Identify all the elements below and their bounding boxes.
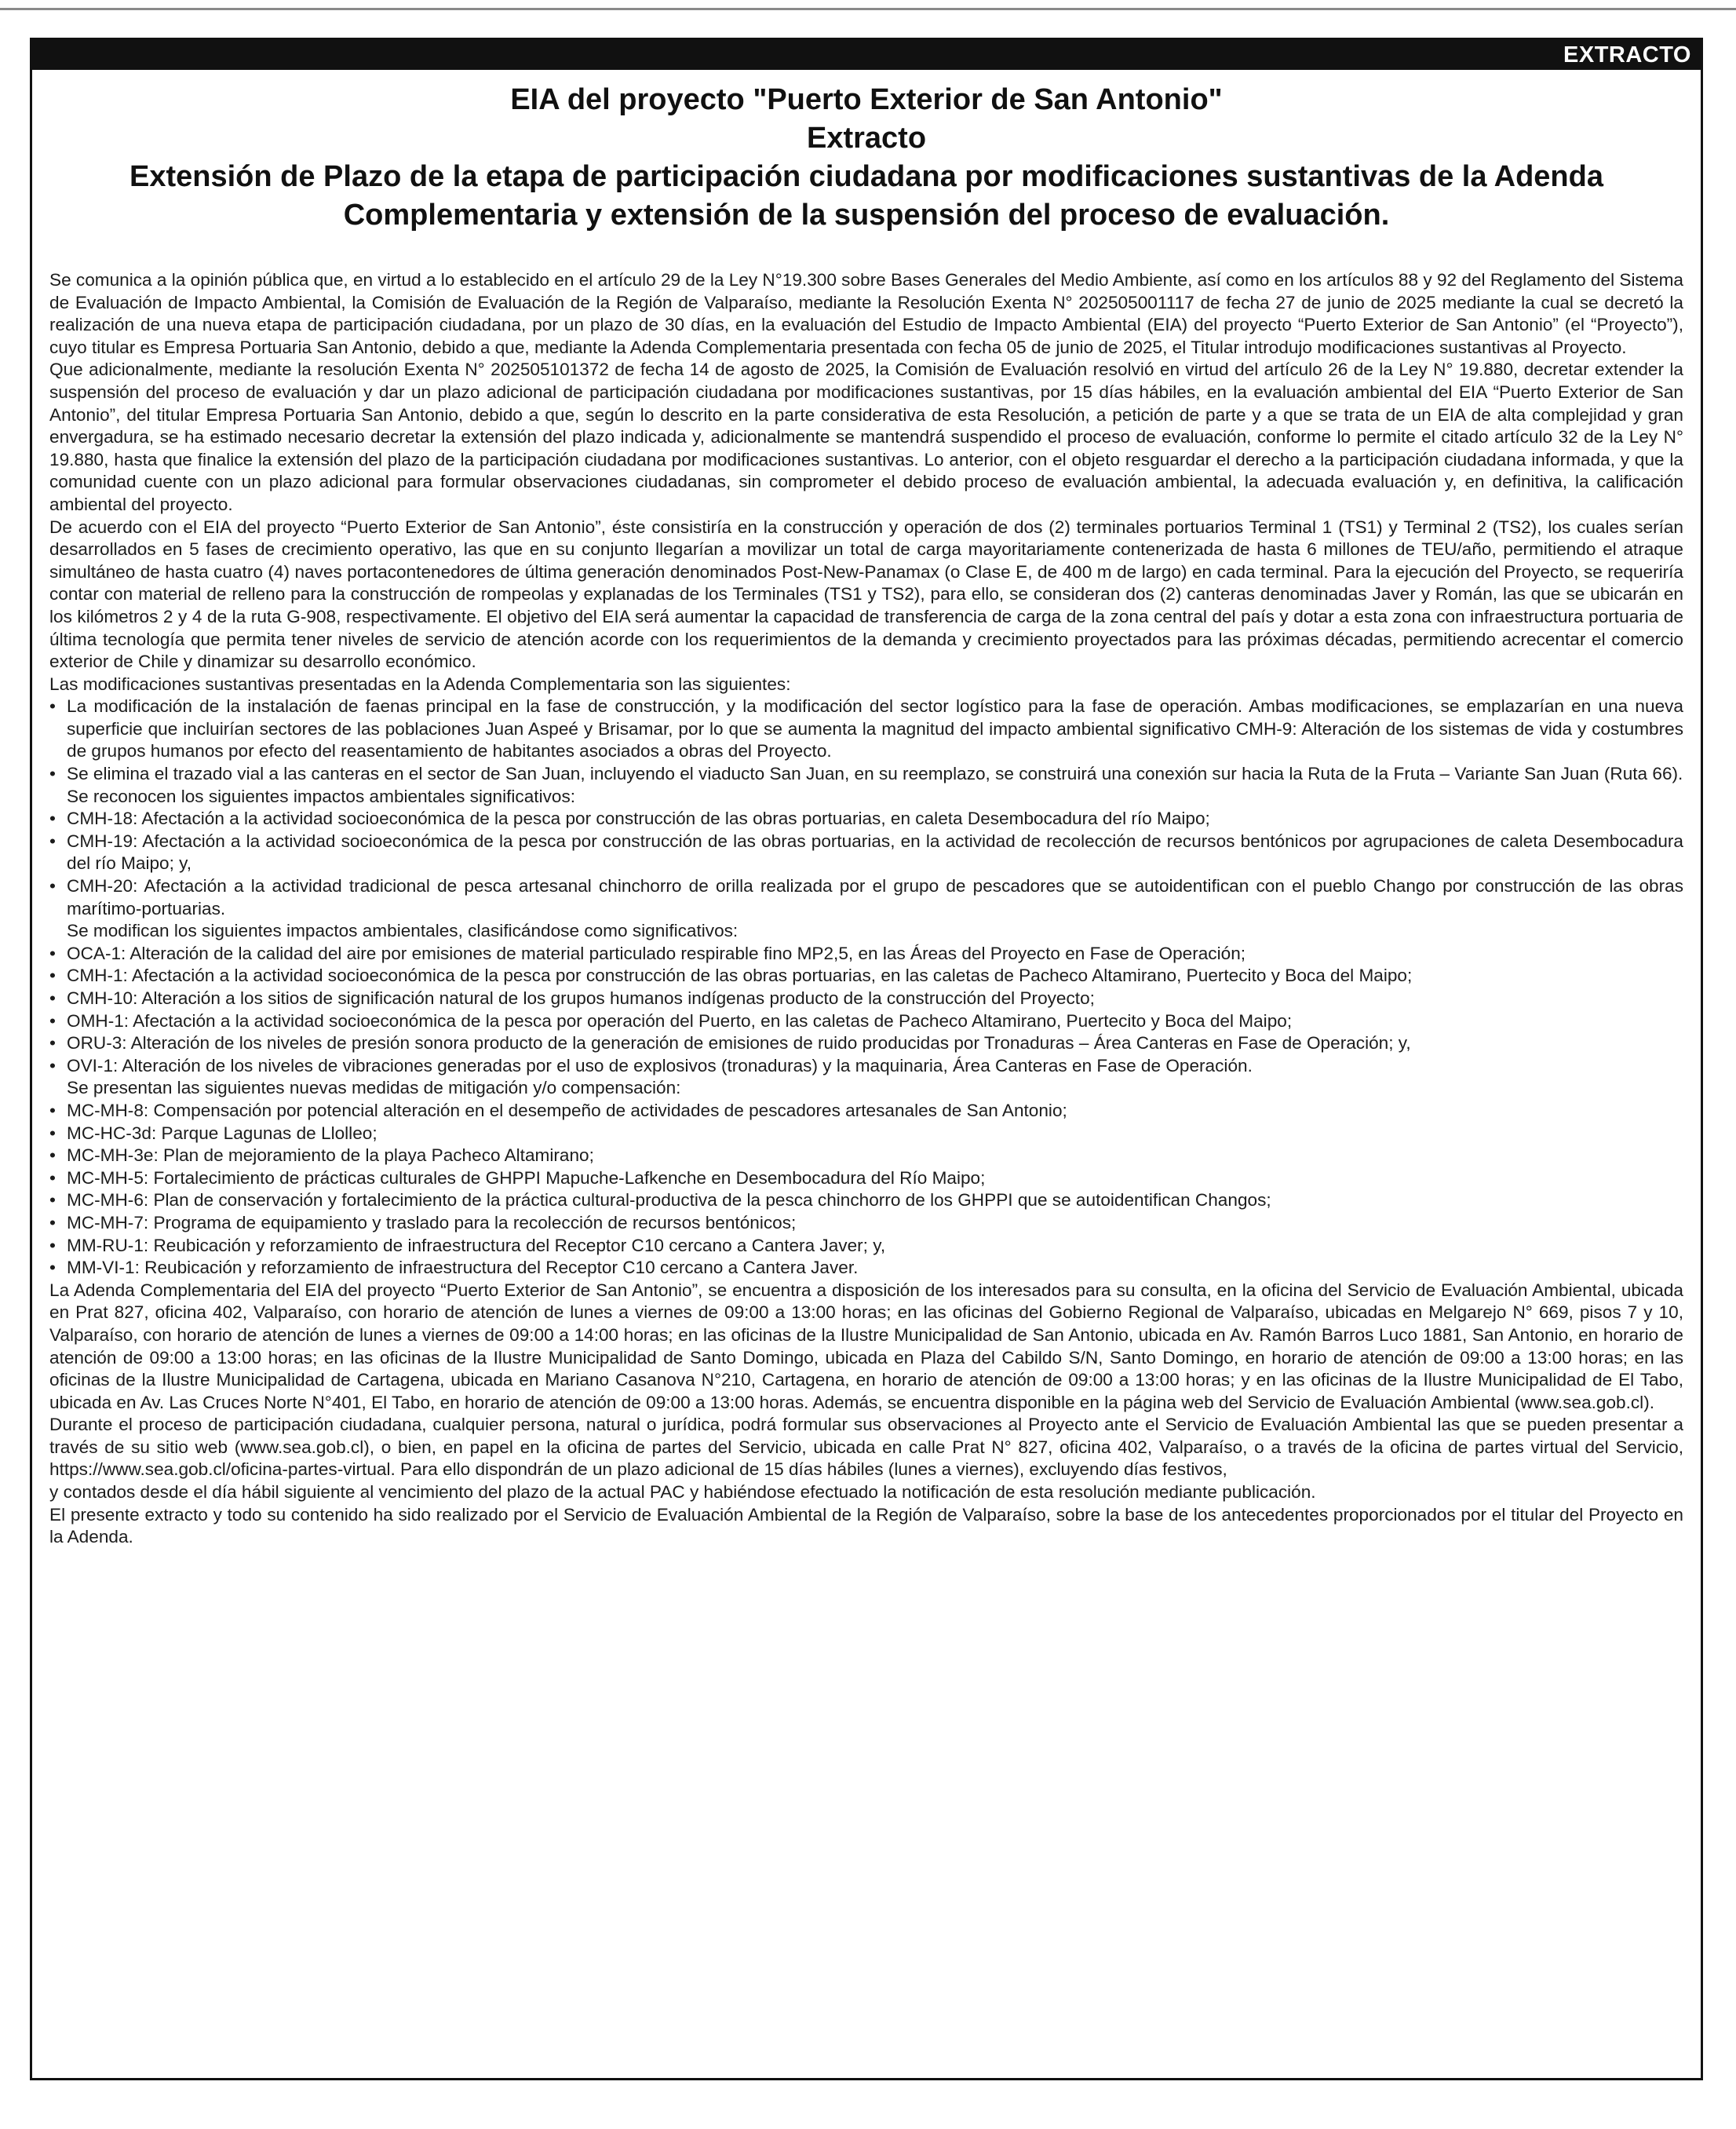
- title-line-subject: Extensión de Plazo de la etapa de participación ciudadana por modificaciones sustantivas de la Adenda Complementaria y extensión de la suspensión del proceso de evaluación.: [129, 160, 1603, 232]
- list-item: • OCA-1: Alteración de la calidad del aire por emisiones de material particulado respirable fino MP2,5, en las Áreas del Proyecto en Fase de Operación;: [49, 943, 1246, 963]
- paragraph-modifications-intro: Las modificaciones sustantivas presentadas en la Adenda Complementaria son las siguientes:: [49, 674, 791, 694]
- paragraph-deadline: y contados desde el día hábil siguiente al vencimiento del plazo de la actual PAC y habiéndose efectuado la notificación de esta resolución mediante publicación.: [49, 1482, 1316, 1503]
- title-line-extract: Extracto: [806, 122, 927, 155]
- paragraph-availability: La Adenda Complementaria del EIA del proyecto “Puerto Exterior de San Antonio”, se encuentra a disposición de los interesados para su consulta, en la oficina del Servicio de Evaluación Ambiental, ubicada en Prat 827, oficina 402, Valparaíso, con horario de atención de lunes a viernes de 09:00 a 13:00 horas; en las oficinas del Gobierno Regional de Valparaíso, ubicadas en Melgarejo N° 669, pisos 7 y 10, Valparaíso, con horario de atención de lunes a viernes de 09:00 a 14:00 horas; en las oficinas de la Ilustre Municipalidad de San Antonio, ubicada en Av. Ramón Barros Luco 1881, San Antonio, en horario de atención de 09:00 a 13:00 horas; en las oficinas de la Ilustre Municipalidad de Santo Domingo, ubicada en Plaza del Cabildo S/N, Santo Domingo, en horario de atención de 09:00 a 13:00 horas; en las oficinas de la Ilustre Municipalidad de Cartagena, ubicada en Mariano Casanova N°210, Cartagena, en horario de atención de 09:00 a 13:00 horas; y en las oficinas de la Ilustre Municipalidad de El Tabo, ubicada en Av. Las Cruces Norte N°401, El Tabo, en horario de atención de 09:00 a 13:00 horas. Además, se encuentra disponible en la página web del Servicio de Evaluación Ambiental (www.sea.gob.cl).: [49, 1280, 1683, 1412]
- top-rule: [0, 8, 1736, 10]
- list-item: • MC-MH-7: Programa de equipamiento y traslado para la recolección de recursos bentónicos;: [49, 1212, 797, 1232]
- list-item: • OVI-1: Alteración de los niveles de vibraciones generadas por el uso de explosivos (tronaduras) y la maquinaria, Área Canteras en Fase de Operación.: [49, 1055, 1253, 1075]
- list-item: • OMH-1: Afectación a la actividad socioeconómica de la pesca por operación del Puerto, en las caletas de Pacheco Altamirano, Puertecito y Boca del Maipo;: [49, 1010, 1293, 1031]
- title-line-project: EIA del proyecto "Puerto Exterior de San Antonio": [510, 83, 1223, 116]
- notice-title: [79, 81, 1654, 235]
- paragraph-observations: Durante el proceso de participación ciudadana, cualquier persona, natural o jurídica, podrá formular sus observaciones al Proyecto ante el Servicio de Evaluación Ambiental las que se pueden presentar a través de su sitio web (www.sea.gob.cl), o bien, en papel en la oficina de partes del Servicio, ubicada en calle Prat N° 827, oficina 402, Valparaíso, o a través de la oficina de partes virtual del Servicio, https://www.sea.gob.cl/oficina-partes-virtual. Para ello dispondrán de un plazo adicional de 15 días hábiles (lunes a viernes), excluyendo días festivos,: [49, 1415, 1683, 1480]
- list-item: • MC-MH-6: Plan de conservación y fortalecimiento de la práctica cultural-productiva de la pesca chinchorro de los GHPPI que se autoidentifican Changos;: [49, 1190, 1271, 1211]
- measures-intro: Se presentan las siguientes nuevas medidas de mitigación y/o compensación:: [67, 1078, 681, 1098]
- paragraph-project-description: De acuerdo con el EIA del proyecto “Puerto Exterior de San Antonio”, éste consistiría en la construcción y operación de dos (2) terminales portuarios Terminal 1 (TS1) y Terminal 2 (TS2), los cuales serían desarrollados en 5 fases de crecimiento operativo, las que en su conjunto llegarían a movilizar un total de carga mayoritariamente contenerizada de hasta 6 millones de TEU/año, permitiendo el atraque simultáneo de hasta cuatro (4) naves portacontenedores de última generación denominados Post-New-Panamax (o Clase E, de 400 m de largo) en cada terminal. Para la ejecución del Proyecto, se requeriría contar con material de relleno para la construcción de rompeolas y explanadas de los Terminales (TS1 y TS2), para ello, se consideran dos (2) canteras denominadas Javer y Román, las que se ubicarán en los kilómetros 2 y 4 de la ruta G-908, respectivamente. El objetivo del EIA será aumentar la capacidad de transferencia de carga de la zona central del país y dotar a esta zona con infraestructura portuaria de última tecnología que permita tener niveles de servicio de atención acorde con los requerimientos de la demanda y crecimiento proyectados para las próximas décadas, permitiendo acrecentar el comercio exterior de Chile y dinamizar su desarrollo económico.: [49, 517, 1683, 672]
- list-item: • ORU-3: Alteración de los niveles de presión sonora producto de la generación de emisiones de ruido producidas por Tronaduras – Área Canteras en Fase de Operación; y,: [49, 1033, 1411, 1054]
- list-item: • MM-VI-1: Reubicación y reforzamiento de infraestructura del Receptor C10 cercano a Cantera Javer.: [49, 1258, 859, 1278]
- paragraph-announcement: Se comunica a la opinión pública que, en virtud a lo establecido en el artículo 29 de la Ley N°19.300 sobre Bases Generales del Medio Ambiente, así como en los artículos 88 y 92 del Reglamento del Sistema de Evaluación de Impacto Ambiental, la Comisión de Evaluación de la Región de Valparaíso, mediante la Resolución Exenta N° 202505001117 de fecha 27 de junio de 2025 mediante la cual se decretó la realización de una nueva etapa de participación ciudadana, por un plazo de 30 días, en la evaluación del Estudio de Impacto Ambiental (EIA) del proyecto “Puerto Exterior de San Antonio” (el “Proyecto”), cuyo titular es Empresa Portuaria San Antonio, debido a que, mediante la Adenda Complementaria presentada con fecha 05 de junio de 2025, el Titular introdujo modificaciones sustantivas al Proyecto.: [49, 270, 1683, 357]
- list-item: • Se elimina el trazado vial a las canteras en el sector de San Juan, incluyendo el viaducto San Juan, en su reemplazo, se construirá una conexión sur hacia la Ruta de la Fruta – Variante San Juan (Ruta 66).: [49, 764, 1683, 784]
- extract-banner: [32, 40, 1701, 70]
- modified-impacts-intro: Se modifican los siguientes impactos ambientales, clasificándose como significativos:: [67, 921, 739, 941]
- list-item: • CMH-10: Alteración a los sitios de significación natural de los grupos humanos indígenas producto de la construcción del Proyecto;: [49, 988, 1095, 1008]
- banner-label: EXTRACTO: [1563, 42, 1691, 68]
- list-item: • MC-HC-3d: Parque Lagunas de Llolleo;: [49, 1123, 377, 1143]
- list-item: • CMH-1: Afectación a la actividad socioeconómica de la pesca por construcción de las obras portuarias, en las caletas de Pacheco Altamirano, Puertecito y Boca del Maipo;: [49, 966, 1413, 986]
- list-item: • CMH-18: Afectación a la actividad socioeconómica de la pesca por construcción de las obras portuarias, en caleta Desembocadura del río Maipo;: [49, 809, 1210, 829]
- recognized-impacts-intro: Se reconocen los siguientes impactos ambientales significativos:: [67, 786, 576, 806]
- list-item: • CMH-20: Afectación a la actividad tradicional de pesca artesanal chinchorro de orilla realizada por el grupo de pescadores que se autoidentifican con el pueblo Chango por construcción de las obras marítimo-portuarias.: [49, 876, 1683, 918]
- list-item: • CMH-19: Afectación a la actividad socioeconómica de la pesca por construcción de las obras portuarias, en la actividad de recolección de recursos bentónicos por agrupaciones de caleta Desembocadura del río Maipo; y,: [49, 831, 1683, 874]
- list-item: • MC-MH-5: Fortalecimiento de prácticas culturales de GHPPI Mapuche-Lafkenche en Desembocadura del Río Maipo;: [49, 1167, 986, 1188]
- list-item: • MC-MH-8: Compensación por potencial alteración en el desempeño de actividades de pescadores artesanales de San Antonio;: [49, 1100, 1067, 1120]
- paragraph-extension: Que adicionalmente, mediante la resolución Exenta N° 202505101372 de fecha 14 de agosto de 2025, la Comisión de Evaluación resolvió en virtud del artículo 26 de la Ley N° 19.880, decretar extender la suspensión del proceso de evaluación y dar un plazo adicional de participación ciudadana por modificaciones sustantivas, por 15 días hábiles, en la evaluación ambiental del EIA “Puerto Exterior de San Antonio”, del titular Empresa Portuaria San Antonio, debido a que, según lo descrito en la parte considerativa de esta Resolución, a petición de parte y a que se trata de un EIA de alta complejidad y gran envergadura, se ha estimado necesario decretar la extensión del plazo indicada y, adicionalmente se mantendrá suspendido el proceso de evaluación, conforme lo permite el citado artículo 32 de la Ley N° 19.880, hasta que finalice la extensión del plazo de la participación ciudadana por modificaciones sustantivas. Lo anterior, con el objeto resguardar el derecho a la participación ciudadana informada, y que la comunidad cuente con un plazo adicional para formular observaciones ciudadanas, sin comprometer el debido proceso de evaluación ambiental, la adecuada evaluación y, en definitiva, la calificación ambiental del proyecto.: [49, 360, 1683, 514]
- list-item: • MC-MH-3e: Plan de mejoramiento de la playa Pacheco Altamirano;: [49, 1145, 594, 1166]
- list-item: • La modificación de la instalación de faenas principal en la fase de construcción, y la modificación del sector logístico para la fase de operación. Ambas modificaciones, se emplazarían en una nueva superficie que incluirían sectores de las poblaciones Juan Aspeé y Brisamar, por lo que se aumenta la magnitud del impacto ambiental significativo CMH-9: Alteración de los sistemas de vida y costumbres de grupos humanos por efecto del reasentamiento de habitantes asociados a obras del Proyecto.: [49, 696, 1683, 761]
- paragraph-credit: El presente extracto y todo su contenido ha sido realizado por el Servicio de Evaluación Ambiental de la Región de Valparaíso, sobre la base de los antecedentes proporcionados por el titular del Proyecto en la Adenda.: [49, 1504, 1683, 1547]
- notice-body: [49, 269, 1683, 1549]
- list-item: • MM-RU-1: Reubicación y reforzamiento de infraestructura del Receptor C10 cercano a Cantera Javer; y,: [49, 1235, 886, 1255]
- extract-notice: [30, 38, 1703, 2080]
